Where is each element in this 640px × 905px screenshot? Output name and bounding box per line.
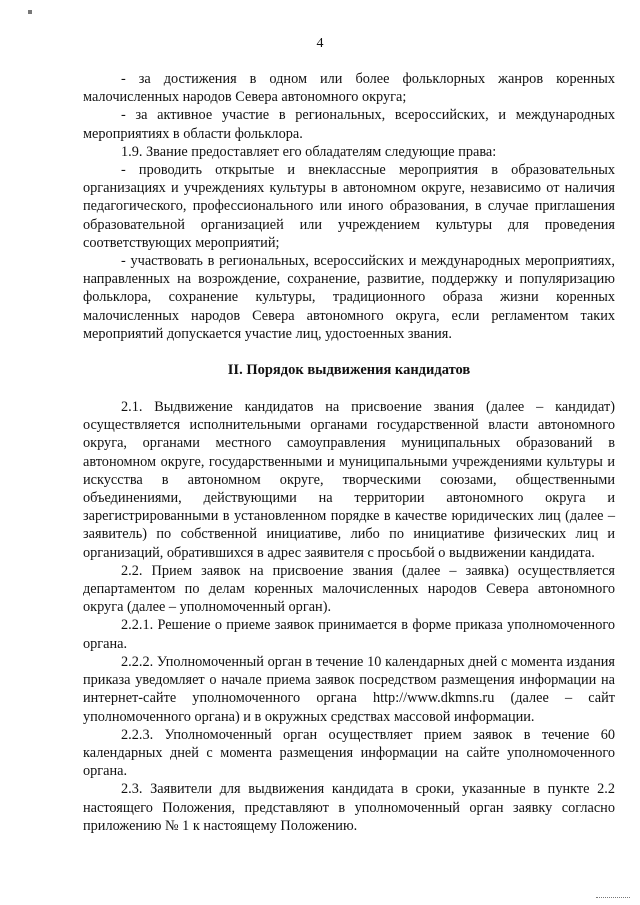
scan-mark — [596, 897, 630, 899]
paragraph: 2.2.3. Уполномоченный орган осуществляет прием заявок в течение 60 календарных дней с момента размещения информации на сайте уполномоченного органа. — [83, 726, 615, 780]
document-body — [83, 70, 615, 835]
page-number: 4 — [316, 36, 324, 51]
paragraph: 1.9. Звание предоставляет его обладателям следующие права: — [121, 143, 497, 160]
paragraph: 2.1. Выдвижение кандидатов на присвоение звания (далее – кандидат) осуществляется исполнительными органами государственной власти автономного округа, органами местного самоуправления муниципальных образований в автономном округе, государственными и муниципальными учреждениями культуры и искусства в автономном округе, творческими союзами, общественными объединениями, действующими на территории автономного округа и зарегистрированными в установленном порядке в качестве юридических лиц (далее – заявитель) по собственной инициативе, либо по инициативе физических лиц и организаций, обратившихся в адрес заявителя с просьбой о выдвижении кандидата. — [83, 399, 615, 561]
paragraph: - за достижения в одном или более фольклорных жанров коренных малочисленных народов Севера автономного округа; — [83, 71, 615, 106]
paragraph: - за активное участие в региональных, всероссийских, и международных мероприятиях в области фольклора. — [83, 107, 615, 142]
paragraph: 2.3. Заявители для выдвижения кандидата в сроки, указанные в пункте 2.2 настоящего Положения, представляют в уполномоченный орган заявку согласно приложению № 1 к настоящему Положению. — [83, 781, 615, 834]
paragraph: 2.2. Прием заявок на присвоение звания (далее – заявка) осуществляется департаментом по делам коренных малочисленных народов Севера автономного округа (далее – уполномоченный орган). — [83, 562, 615, 616]
paragraph: 2.2.2. Уполномоченный орган в течение 10 календарных дней с момента издания приказа уведомляет о начале приема заявок посредством размещения информации на интернет-сайте уполномоченного органа http://www.dkmns.ru (далее – сайт уполномоченного органа) и в окружных средствах массовой информации. — [83, 653, 615, 725]
paragraph: - проводить открытые и внеклассные мероприятия в образовательных организациях и учреждениях культуры в автономном округе, независимо от наличия педагогического, профессионального или иного образования, в случае приглашения образовательной организацией или учреждением культуры для проведения соответствующих мероприятий; — [83, 162, 615, 251]
paragraph: - участвовать в региональных, всероссийских и международных мероприятиях, направленных на возрождение, сохранение, развитие, поддержку и популяризацию фольклора, сохранение культуры, традиционного образа жизни коренных малочисленных народов Севера автономного округа, если регламентом таких мероприятий допускается участие лиц, удостоенных звания. — [83, 253, 615, 342]
paragraph: 2.2.1. Решение о приеме заявок принимается в форме приказа уполномоченного органа. — [83, 617, 615, 652]
section-heading: II. Порядок выдвижения кандидатов — [227, 362, 471, 379]
scan-mark — [28, 10, 32, 14]
